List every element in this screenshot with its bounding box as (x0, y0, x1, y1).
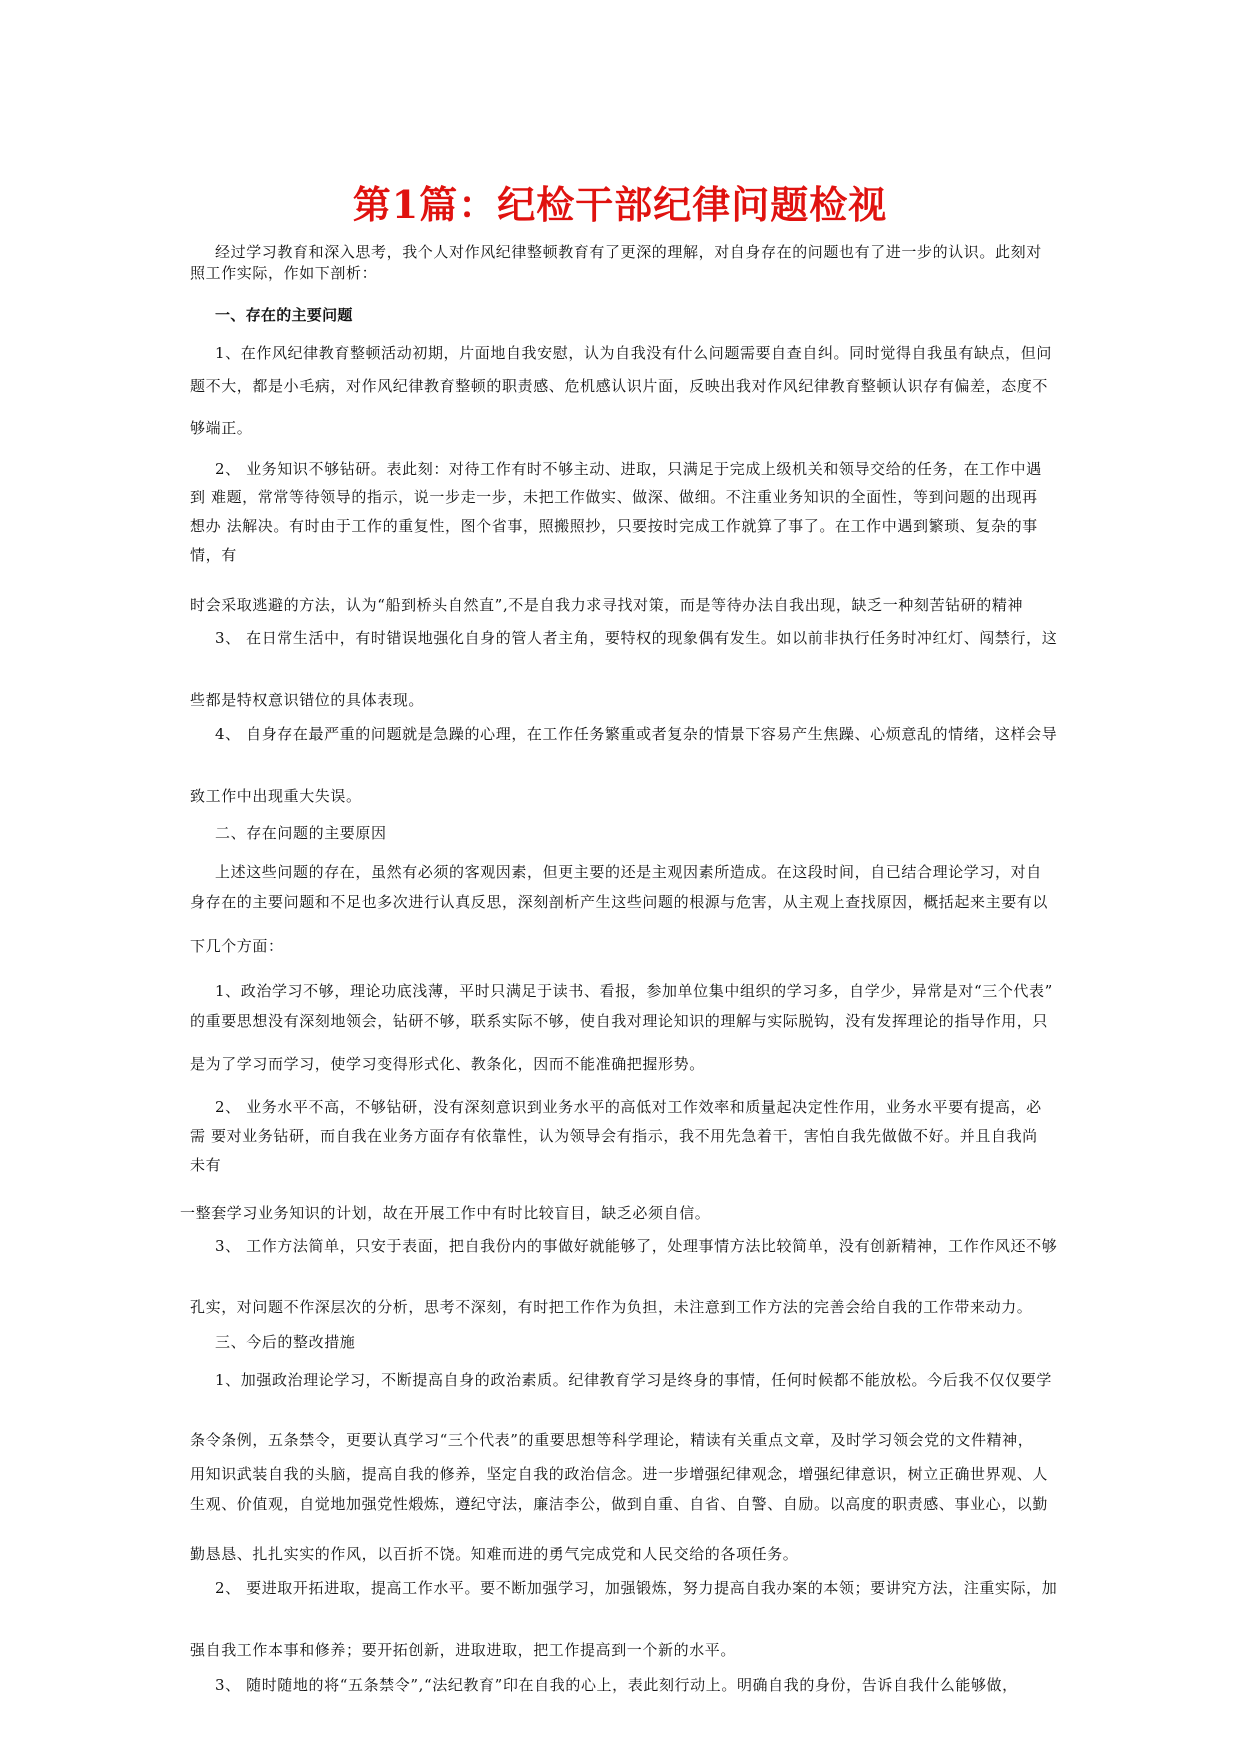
paragraph-line: 够端正。 (190, 419, 253, 437)
paragraph-line: 1、政治学习不够，理论功底浅薄，平时只满足于读书、看报，参加单位集中组织的学习多，自学少，异常是对“三个代表” (215, 982, 1053, 1000)
paragraph-line: 上述这些问题的存在，虽然有必须的客观因素，但更主要的还是主观因素所造成。在这段时间，自已结合理论学习，对自 (215, 863, 1042, 881)
paragraph-line: 勤恳恳、扎扎实实的作风，以百折不饶。知难而进的勇气完成党和人民交给的各项任务。 (190, 1545, 799, 1563)
paragraph-line: 2、 业务水平不高，不够钻研，没有深刻意识到业务水平的高低对工作效率和质量起决定性作用，业务水平要有提高，必 (215, 1098, 1042, 1116)
paragraph-line: 孔实，对问题不作深层次的分析，思考不深刻，有时把工作作为负担，未注意到工作方法的完善会给自我的工作带来动力。 (190, 1298, 1033, 1316)
paragraph-line: 1、加强政治理论学习，不断提高自身的政治素质。纪律教育学习是终身的事情，任何时候都不能放松。今后我不仅仅要学 (215, 1371, 1052, 1389)
paragraph-line: 生观、价值观，自觉地加强党性煅炼，遵纪守法，廉洁李公，做到自重、自省、自警、自励。以高度的职责感、事业心，以勤 (190, 1495, 1049, 1513)
paragraph-line: 3、 工作方法简单，只安于表面，把自我份内的事做好就能够了，处理事情方法比较简单，没有创新精神，工作作风还不够 (215, 1237, 1058, 1255)
intro-line-2: 照工作实际，作如下剖析： (190, 264, 378, 282)
section-heading-2: 二、存在问题的主要原因 (215, 824, 387, 842)
paragraph-line: 想办 法解决。有时由于工作的重复性，图个省事，照搬照抄，只要按时完成工作就算了事了。在工作中遇到繁琐、复杂的事 (190, 517, 1038, 535)
section-heading-1: 一、存在的主要问题 (215, 306, 353, 324)
page-title: 第1篇：纪检干部纪律问题检视 (352, 182, 888, 227)
paragraph-line: 2、 业务知识不够钻研。表此刻：对待工作有时不够主动、进取，只满足于完成上级机关和领导交给的任务，在工作中遇 (215, 460, 1042, 478)
paragraph-line: 题不大，都是小毛病，对作风纪律教育整顿的职责感、危机感认识片面，反映出我对作风纪律教育整顿认识存有偏差，态度不 (190, 377, 1049, 395)
paragraph-line: 2、 要进取开拓进取，提高工作水平。要不断加强学习，加强锻炼，努力提高自我办案的本领；要讲究方法，注重实际，加 (215, 1579, 1058, 1597)
paragraph-line: 4、 自身存在最严重的问题就是急躁的心理，在工作任务繁重或者复杂的情景下容易产生焦躁、心烦意乱的情绪，这样会导 (215, 725, 1058, 743)
paragraph-line: 身存在的主要问题和不足也多次进行认真反思，深刻剖析产生这些问题的根源与危害，从主观上查找原因，概括起来主要有以 (190, 893, 1049, 911)
paragraph-line: 情，有 (190, 546, 237, 564)
paragraph-line: 需 要对业务钻研，而自我在业务方面存有依靠性，认为领导会有指示，我不用先急着干，害怕自我先做做不好。并且自我尚 (190, 1127, 1038, 1145)
paragraph-line: 到 难题，常常等待领导的指示，说一步走一步，未把工作做实、做深、做细。不注重业务知识的全面性，等到问题的出现再 (190, 488, 1038, 506)
paragraph-line: 一整套学习业务知识的计划，故在开展工作中有时比较盲目，缺乏必须自信。 (180, 1204, 711, 1222)
section-heading-3: 三、今后的整改措施 (215, 1333, 356, 1351)
paragraph-line: 些都是特权意识错位的具体表现。 (190, 691, 425, 709)
paragraph-line: 时会采取逃避的方法，认为“船到桥头自然直”,不是自我力求寻找对策，而是等待办法自我出现，缺乏一种刻苦钻研的精神 (190, 596, 1024, 614)
intro-line-1: 经过学习教育和深入思考，我个人对作风纪律整顿教育有了更深的理解，对自身存在的问题也有了进一步的认识。此刻对 (215, 243, 1042, 261)
paragraph-line: 是为了学习而学习，使学习变得形式化、教条化，因而不能准确把握形势。 (190, 1055, 705, 1073)
paragraph-line: 致工作中出现重大失误。 (190, 787, 362, 805)
paragraph-line: 强自我工作本事和修养；要开拓创新，进取进取，把工作提高到一个新的水平。 (190, 1641, 737, 1659)
paragraph-line: 1、在作风纪律教育整顿活动初期，片面地自我安慰，认为自我没有什么问题需要自查自纠。同时觉得自我虽有缺点，但问 (215, 344, 1052, 362)
paragraph-line: 的重要思想没有深刻地领会，钻研不够，联系实际不够，使自我对理论知识的理解与实际脱钩，没有发挥理论的指导作用，只 (190, 1012, 1049, 1030)
paragraph-line: 条令条例，五条禁令，更要认真学习“三个代表”的重要思想等科学理论，精读有关重点文章，及时学习领会党的文件精神， (190, 1431, 1034, 1449)
paragraph-line: 3、 在日常生活中，有时错误地强化自身的管人者主角，要特权的现象偶有发生。如以前非执行任务时冲红灯、闯禁行，这 (215, 629, 1058, 647)
paragraph-line: 用知识武装自我的头脑，提高自我的修养，坚定自我的政治信念。进一步增强纪律观念，增强纪律意识，树立正确世界观、人 (190, 1465, 1049, 1483)
paragraph-line: 未有 (190, 1156, 222, 1174)
paragraph-line: 下几个方面： (190, 937, 284, 955)
paragraph-line: 3、 随时随地的将“五条禁令”,“法纪教育”印在自我的心上，表此刻行动上。明确自我的身份，告诉自我什么能够做， (215, 1676, 1018, 1694)
